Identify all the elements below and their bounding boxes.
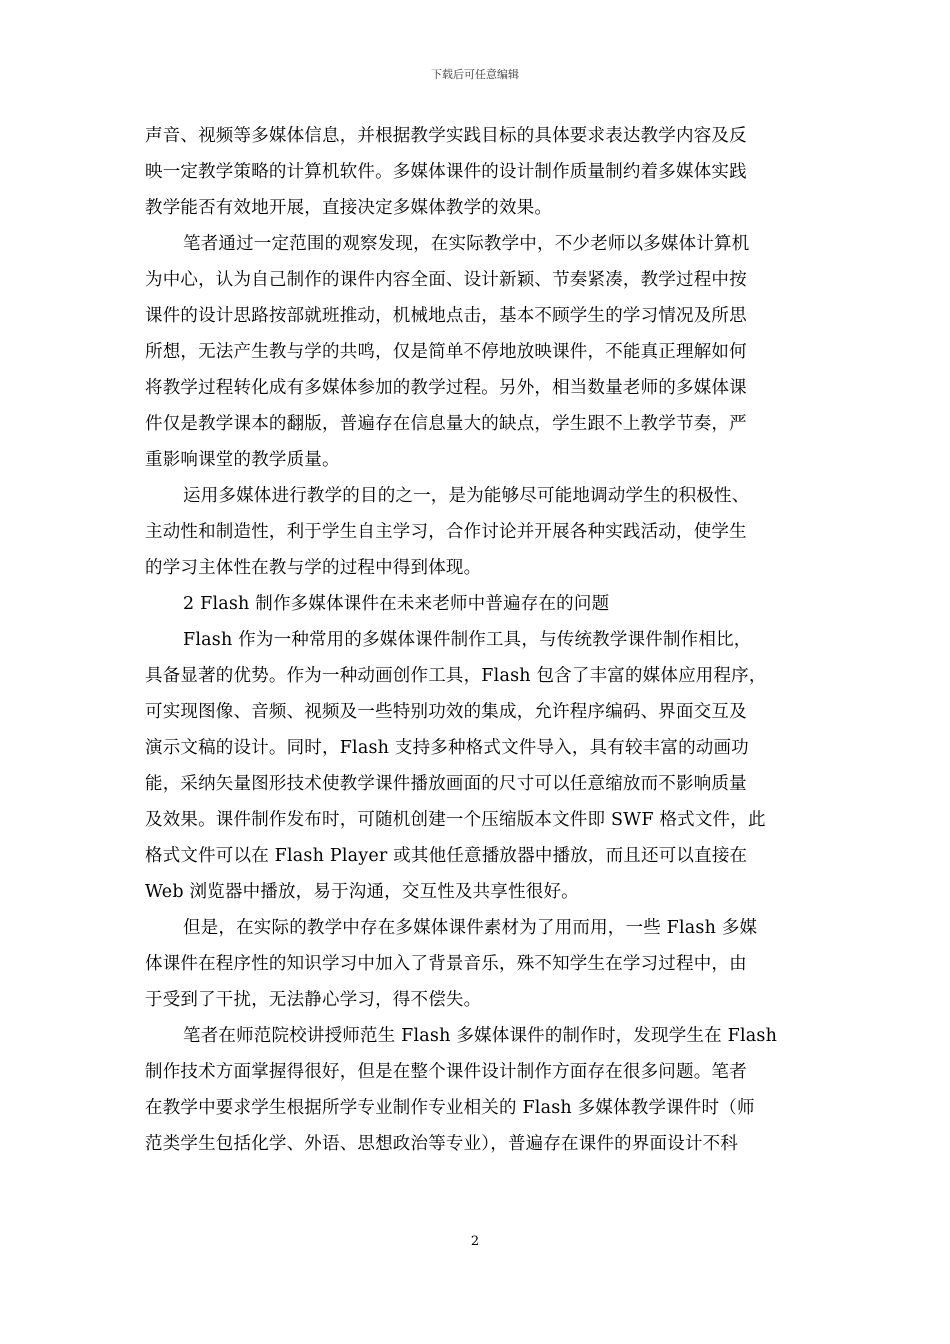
text-line: 将教学过程转化成有多媒体参加的教学过程。另外，相当数量老师的多媒体课 [145, 378, 747, 398]
page-number: 2 [470, 1234, 480, 1249]
text-line: 演示文稿的设计。同时，Flash 支持多种格式文件导入，具有较丰富的动画功 [145, 738, 749, 758]
page-header: 下载后可任意编辑 [431, 68, 519, 81]
text-line: 主动性和制造性，利于学生自主学习，合作讨论并开展各种实践活动，使学生 [145, 522, 747, 542]
text-line: 格式文件可以在 Flash Player 或其他任意播放器中播放，而且还可以直接在 [145, 846, 748, 866]
text-line: 笔者在师范院校讲授师范生 Flash 多媒体课件的制作时，发现学生在 Flash [183, 1026, 778, 1046]
text-line: 所想，无法产生教与学的共鸣，仅是简单不停地放映课件，不能真正理解如何 [145, 342, 747, 362]
text-line: 及效果。课件制作发布时，可随机创建一个压缩版本文件即 SWF 格式文件，此 [145, 810, 766, 830]
text-line: 在教学中要求学生根据所学专业制作专业相关的 Flash 多媒体教学课件时（师 [145, 1098, 755, 1118]
text-line: Web 浏览器中播放，易于沟通，交互性及共享性很好。 [145, 882, 579, 902]
text-line: 教学能否有效地开展，直接决定多媒体教学的效果。 [145, 198, 553, 218]
text-line: 重影响课堂的教学质量。 [145, 450, 340, 470]
text-line: 范类学生包括化学、外语、思想政治等专业），普遍存在课件的界面设计不科 [145, 1134, 739, 1154]
text-line: 声音、视频等多媒体信息，并根据教学实践目标的具体要求表达教学内容及反 [145, 126, 747, 146]
text-line: 笔者通过一定范围的观察发现，在实际教学中，不少老师以多媒体计算机 [183, 234, 750, 254]
text-line: 为中心，认为自己制作的课件内容全面、设计新颖、节奏紧凑，教学过程中按 [145, 270, 747, 290]
text-line: 映一定教学策略的计算机软件。多媒体课件的设计制作质量制约着多媒体实践 [145, 162, 747, 182]
text-line: 课件的设计思路按部就班推动，机械地点击，基本不顾学生的学习情况及所思 [145, 306, 747, 326]
section-heading: 2 Flash 制作多媒体课件在未来老师中普遍存在的问题 [183, 594, 610, 614]
text-line: 但是，在实际的教学中存在多媒体课件素材为了用而用，一些 Flash 多媒 [183, 918, 758, 938]
text-line: 能，采纳矢量图形技术使教学课件播放画面的尺寸可以任意缩放而不影响质量 [145, 774, 747, 794]
text-line: 件仅是教学课本的翻版，普遍存在信息量大的缺点，学生跟不上教学节奏，严 [145, 414, 747, 434]
text-line: 体课件在程序性的知识学习中加入了背景音乐，殊不知学生在学习过程中，由 [145, 954, 747, 974]
text-line: 的学习主体性在教与学的过程中得到体现。 [145, 558, 482, 578]
text-line: 具备显著的优势。作为一种动画创作工具，Flash 包含了丰富的媒体应用程序， [145, 666, 767, 686]
text-line: 制作技术方面掌握得很好，但是在整个课件设计制作方面存在很多问题。笔者 [145, 1062, 747, 1082]
text-line: Flash 作为一种常用的多媒体课件制作工具，与传统教学课件制作相比， [183, 630, 752, 650]
text-line: 于受到了干扰，无法静心学习，得不偿失。 [145, 990, 482, 1010]
text-line: 运用多媒体进行教学的目的之一，是为能够尽可能地调动学生的积极性、 [183, 486, 750, 506]
text-line: 可实现图像、音频、视频及一些特别功效的集成，允许程序编码、界面交互及 [145, 702, 747, 722]
document-body [145, 118, 807, 1162]
